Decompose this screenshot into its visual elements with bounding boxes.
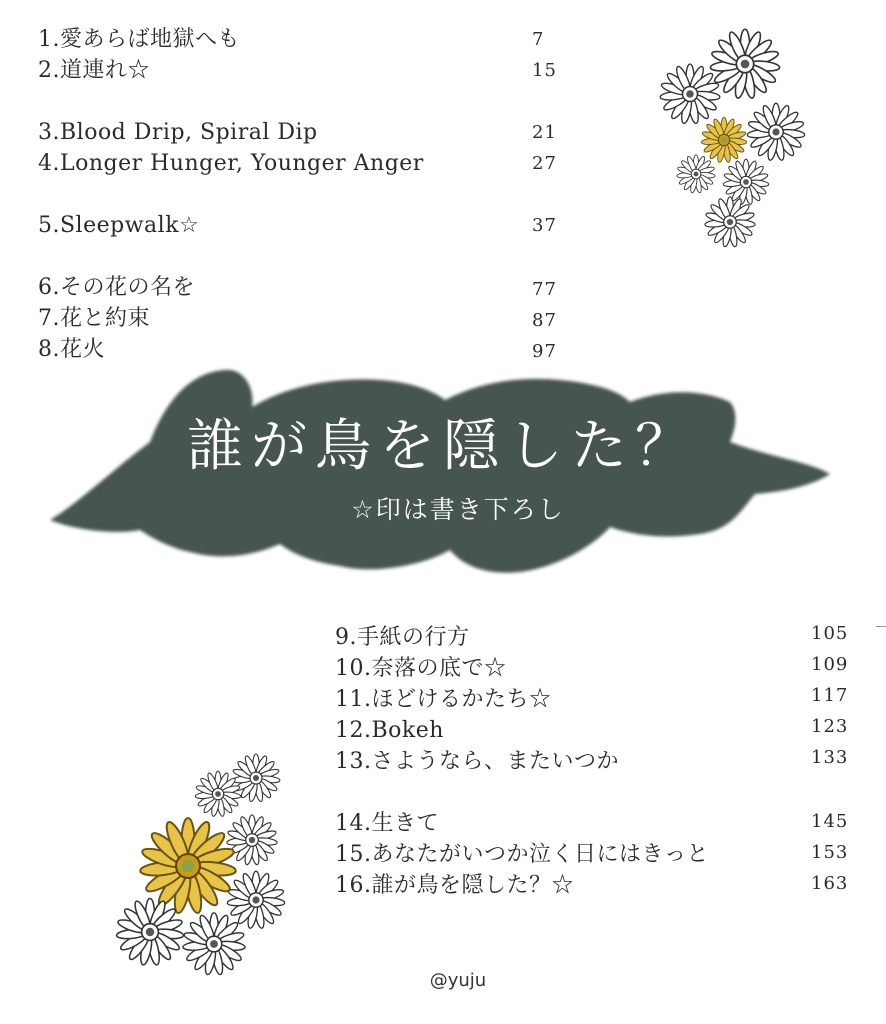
edge-mark <box>876 626 886 627</box>
toc-item-title: 1.愛あらば地獄へも <box>38 27 240 52</box>
toc-item-page: 163 <box>811 873 849 894</box>
toc-item-title: 11.ほどけるかたち☆ <box>335 687 552 712</box>
flower-cluster-illustration <box>650 22 820 257</box>
toc-item-title: 16.誰が鳥を隠した？☆ <box>335 873 574 898</box>
toc-item-title: 8.花火 <box>38 337 105 362</box>
toc-item-title: 14.生きて <box>335 811 439 836</box>
banner-title: 誰が鳥を隠した？ <box>187 414 699 479</box>
toc-item-title: 7.花と約束 <box>38 306 150 331</box>
toc-item-page: 109 <box>811 654 849 675</box>
toc-item-page: 153 <box>811 842 849 863</box>
toc-item-title: 13.さようなら、またいつか <box>335 749 619 774</box>
toc-item-page: 15 <box>532 60 557 81</box>
toc-item-title: 4.Longer Hunger, Younger Anger <box>38 151 424 176</box>
toc-item-page: 21 <box>532 122 557 143</box>
toc-item-title: 12.Bokeh <box>335 718 444 743</box>
toc-item-title: 15.あなたがいつか泣く日にはきっと <box>335 842 709 867</box>
toc-item-title: 2.道連れ☆ <box>38 58 150 83</box>
banner-note: ☆印は書き下ろし <box>351 495 565 524</box>
toc-item-page: 145 <box>811 811 849 832</box>
toc-item-title: 5.Sleepwalk☆ <box>38 213 200 238</box>
toc-item-page: 7 <box>532 29 545 50</box>
toc-item-page: 105 <box>811 623 849 644</box>
toc-item-page: 133 <box>811 747 849 768</box>
toc-item-title: 3.Blood Drip, Spiral Dip <box>38 120 318 145</box>
toc-item-page: 123 <box>811 716 849 737</box>
toc-item-title: 6.その花の名を <box>38 275 195 300</box>
toc-item-page: 117 <box>811 685 849 706</box>
toc-item-page: 37 <box>532 215 557 236</box>
toc-item-title: 9.手紙の行方 <box>335 625 470 650</box>
toc-item-title: 10.奈落の底で☆ <box>335 656 507 681</box>
author-credit: @yuju <box>429 970 487 991</box>
toc-item-page: 27 <box>532 153 557 174</box>
toc-top <box>38 26 598 376</box>
toc-item-page: 77 <box>532 279 557 300</box>
toc-bottom <box>335 620 865 910</box>
toc-item-page: 97 <box>532 341 557 362</box>
toc-item-page: 87 <box>532 310 557 331</box>
flower-bouquet-illustration <box>110 750 300 980</box>
